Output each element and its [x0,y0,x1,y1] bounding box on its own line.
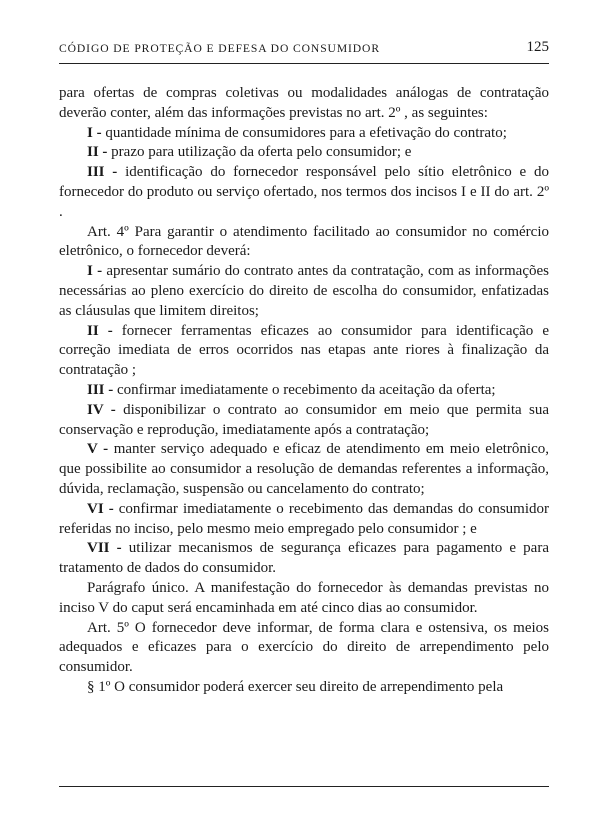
inciso-text: prazo para utilização da oferta pelo consumidor; e [107,144,412,161]
inciso-label: II - [87,322,113,339]
inciso-text: apresentar sumário do contrato antes da contratação, com as informações necessárias ao pleno exercício do direito de escolha do consumidor, enfatizadas as cláusulas que limitem direitos; [59,263,549,319]
inciso-text: disponibilizar o contrato ao consumidor em meio que permita sua conservação e reprodução, imediatamente após a contratação; [59,401,549,438]
inciso-text: fornecer ferramentas eficazes ao consumidor para identificação e correção imediata de erros ocorridos nas etapas ante riores à finalização da contratação ; [59,322,549,379]
inciso-label: VII - [87,540,122,557]
paragraph-art4-inciso-iv [59,401,549,441]
page-body [59,84,549,698]
inciso-text: confirmar imediatamente o recebimento da aceitação da oferta; [113,381,496,398]
inciso-text: identificação do fornecedor responsável pelo sítio eletrônico e do fornecedor do produto ou serviço ofertado, nos termos dos incisos I e II do art. 2º . [59,164,549,220]
paragraph-continuation: para ofertas de compras coletivas ou modalidades análogas de contratação deverão conter, além das informações previstas no art. 2º , as seguintes: [59,85,549,121]
inciso-text: quantidade mínima de consumidores para a efetivação do contrato; [101,124,507,141]
inciso-label: III - [87,381,114,398]
inciso-text: confirmar imediatamente o recebimento das demandas do consumidor referidas no inciso, pelo mesmo meio empregado pelo consumidor ; e [59,500,549,537]
inciso-label: V - [87,441,109,458]
inciso-label: III - [87,164,118,181]
inciso-label: I - [87,124,102,141]
paragraph-inciso-iii [59,163,549,222]
paragraph-inciso-i [59,124,549,144]
inciso-label: IV - [87,401,116,418]
running-title: CÓDIGO DE PROTEÇÃO E DEFESA DO CONSUMIDOR [59,42,380,55]
header-divider [59,63,549,64]
paragraph-art4-inciso-i [59,262,549,321]
paragraph-art-4: Art. 4º Para garantir o atendimento facilitado ao consumidor no comércio eletrônico, o fornecedor deverá: [59,223,549,260]
inciso-text: utilizar mecanismos de segurança eficazes para pagamento e para tratamento de dados do consumidor. [59,540,549,577]
paragraph-art-5: Art. 5º O fornecedor deve informar, de forma clara e ostensiva, os meios adequados e eficazes para o exercício do direito de arrependimento pelo consumidor. [59,619,549,676]
paragraph-art4-inciso-vii [59,539,549,579]
paragraph-art4-inciso-iii [59,381,549,401]
paragraph-inciso-ii [59,143,549,163]
paragraph-art4-inciso-vi [59,500,549,540]
footer-divider [59,786,549,787]
paragraph-art5-paragrafo-1: § 1º O consumidor poderá exercer seu direito de arrependimento pela [87,678,504,695]
inciso-label: II - [87,144,108,161]
inciso-text: manter serviço adequado e eficaz de atendimento em meio eletrônico, que possibilite ao consumidor a resolução de demandas referentes a informação, dúvida, reclamação, suspensão ou cancelamento do contrato; [59,441,549,497]
paragraph-paragrafo-unico: Parágrafo único. A manifestação do fornecedor às demandas previstas no inciso V do caput será encaminhada em até cinco dias ao consumidor. [59,579,549,616]
inciso-label: I - [87,263,103,280]
inciso-label: VI - [87,500,114,517]
page-number: 125 [526,39,549,55]
running-header [59,38,549,60]
paragraph-art4-inciso-v [59,440,549,499]
paragraph-art4-inciso-ii [59,322,549,381]
